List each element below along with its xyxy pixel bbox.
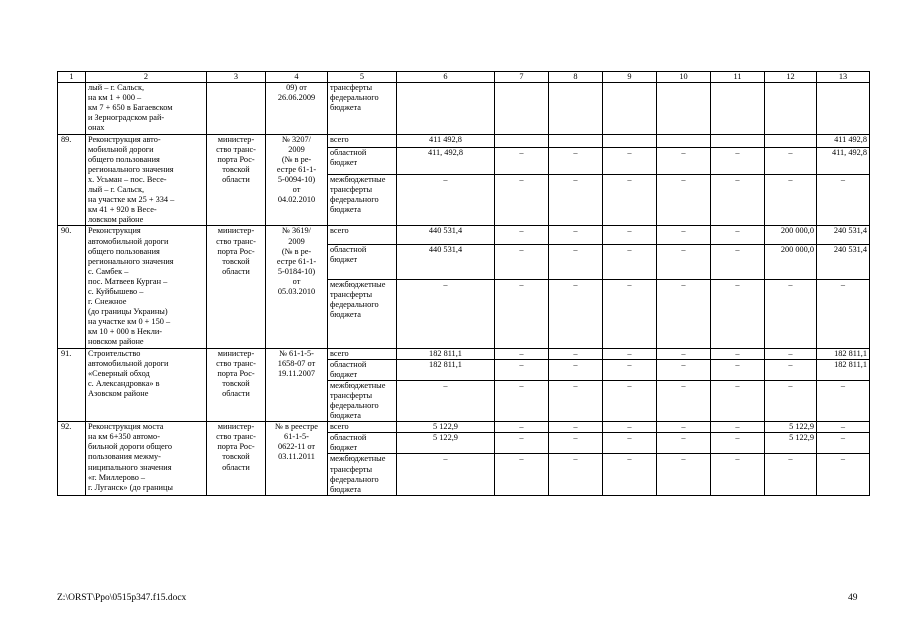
amount-cell: –: [817, 380, 870, 421]
amount-cell: –: [549, 380, 603, 421]
amount-cell: 411, 492,8: [817, 148, 870, 174]
amount-cell: –: [603, 454, 657, 495]
continuation-row: [58, 83, 870, 134]
amount-cell: –: [495, 244, 549, 279]
header-row: [58, 72, 870, 83]
amount-cell: [711, 134, 765, 148]
amount-cell: –: [711, 380, 765, 421]
funding-source: областной бюджет: [328, 433, 397, 454]
amount-cell: –: [603, 359, 657, 380]
column-number-header: 6: [397, 72, 495, 83]
funding-source: всего: [328, 226, 397, 244]
table-row: [58, 134, 870, 148]
amount-cell: –: [657, 279, 711, 348]
entry-number: 91.: [58, 348, 86, 422]
amount-cell: –: [657, 244, 711, 279]
amount-cell: –: [711, 433, 765, 454]
amount-cell: –: [495, 380, 549, 421]
ministry-name: министер- ство транс- порта Рос- товской области: [207, 422, 266, 496]
amount-cell: 411, 492,8: [397, 148, 495, 174]
amount-cell: –: [711, 148, 765, 174]
amount-cell: –: [603, 380, 657, 421]
amount-cell: –: [657, 433, 711, 454]
amount-cell: –: [711, 279, 765, 348]
entry-number: 90.: [58, 226, 86, 348]
funding-source: межбюджетные трансферты федерального бюджета: [328, 380, 397, 421]
amount-cell: –: [603, 433, 657, 454]
amount-cell: –: [603, 148, 657, 174]
column-number-header: 5: [328, 72, 397, 83]
amount-cell: –: [495, 148, 549, 174]
amount-cell: –: [765, 148, 817, 174]
empty-cell: [711, 83, 765, 134]
funding-source: областной бюджет: [328, 359, 397, 380]
amount-cell: 5 122,9: [397, 433, 495, 454]
column-number-header: 8: [549, 72, 603, 83]
column-number-header: 7: [495, 72, 549, 83]
amount-cell: –: [549, 454, 603, 495]
funding-source: межбюджетные трансферты федерального бюджета: [328, 454, 397, 495]
amount-cell: 182 811,1: [397, 348, 495, 359]
funding-source: областной бюджет: [328, 148, 397, 174]
amount-cell: 411 492,8: [397, 134, 495, 148]
amount-cell: 440 531,4: [397, 244, 495, 279]
amount-cell: 5 122,9: [765, 433, 817, 454]
column-number-header: 11: [711, 72, 765, 83]
empty-cell: [207, 83, 266, 134]
amount-cell: –: [603, 174, 657, 226]
amount-cell: –: [711, 226, 765, 244]
column-number-header: 2: [86, 72, 207, 83]
amount-cell: –: [495, 174, 549, 226]
amount-cell: –: [495, 226, 549, 244]
column-number-header: 12: [765, 72, 817, 83]
amount-cell: –: [397, 454, 495, 495]
budget-table: [57, 71, 870, 496]
amount-cell: –: [765, 454, 817, 495]
document-number: № в реестре 61-1-5- 0622-11 от 03.11.2011: [266, 422, 328, 496]
empty-cell: [657, 83, 711, 134]
funding-source: трансферты федерального бюджета: [328, 83, 397, 134]
amount-cell: –: [657, 359, 711, 380]
amount-cell: [765, 134, 817, 148]
amount-cell: –: [495, 279, 549, 348]
amount-cell: –: [549, 226, 603, 244]
empty-cell: [495, 83, 549, 134]
amount-cell: [495, 134, 549, 148]
amount-cell: –: [817, 422, 870, 433]
amount-cell: 182 811,1: [397, 359, 495, 380]
object-name: лый – г. Сальск, на км 1 + 000 – км 7 + 650 в Багаевском и Зерноградском рай- онах: [86, 83, 207, 134]
object-name: Строительство автомобильной дороги «Северный обход с. Александровка» в Азовском районе: [86, 348, 207, 422]
amount-cell: –: [397, 279, 495, 348]
funding-source: всего: [328, 134, 397, 148]
amount-cell: –: [657, 454, 711, 495]
amount-cell: –: [657, 348, 711, 359]
amount-cell: –: [817, 433, 870, 454]
empty-cell: [603, 83, 657, 134]
amount-cell: 240 531,4: [817, 226, 870, 244]
object-name: Реконструкция автомобильной дороги общего пользования регионального значения с. Самбек – пос. Матвеев Курган – с. Куйбышево – г. Снежное (до границы Украины) на участке км 0 + 150 – км 10 + 000 в Некли- новском районе: [86, 226, 207, 348]
entry-number: 89.: [58, 134, 86, 226]
amount-cell: –: [657, 226, 711, 244]
amount-cell: –: [397, 174, 495, 226]
column-number-header: 1: [58, 72, 86, 83]
amount-cell: [603, 134, 657, 148]
table-row: [58, 226, 870, 244]
amount-cell: –: [603, 244, 657, 279]
amount-cell: 240 531,4: [817, 244, 870, 279]
column-number-header: 9: [603, 72, 657, 83]
amount-cell: 411 492,8: [817, 134, 870, 148]
amount-cell: –: [765, 279, 817, 348]
footer-page-number: 49: [848, 593, 858, 603]
amount-cell: –: [495, 359, 549, 380]
funding-source: всего: [328, 422, 397, 433]
amount-cell: –: [765, 359, 817, 380]
amount-cell: –: [495, 348, 549, 359]
amount-cell: –: [549, 422, 603, 433]
ministry-name: министер- ство транс- порта Рос- товской области: [207, 134, 266, 226]
funding-source: межбюджетные трансферты федерального бюджета: [328, 174, 397, 226]
amount-cell: [549, 134, 603, 148]
amount-cell: 440 531,4: [397, 226, 495, 244]
amount-cell: –: [603, 279, 657, 348]
column-number-header: 4: [266, 72, 328, 83]
amount-cell: –: [711, 422, 765, 433]
object-name: Реконструкция моста на км 6+350 автомо- бильной дороги общего пользования межму- ниципального значения «г. Миллерово – г. Луганск» (до границы: [86, 422, 207, 496]
amount-cell: –: [657, 174, 711, 226]
amount-cell: [657, 134, 711, 148]
amount-cell: –: [817, 279, 870, 348]
amount-cell: –: [711, 454, 765, 495]
funding-source: межбюджетные трансферты федерального бюджета: [328, 279, 397, 348]
amount-cell: 182 811,1: [817, 359, 870, 380]
amount-cell: –: [657, 422, 711, 433]
empty-cell: [817, 83, 870, 134]
amount-cell: –: [549, 433, 603, 454]
column-number-header: 10: [657, 72, 711, 83]
document-number: № 3619/ 2009 (№ в ре- естре 61-1- 5-0184-10) от 05.03.2010: [266, 226, 328, 348]
amount-cell: –: [603, 422, 657, 433]
amount-cell: –: [817, 174, 870, 226]
amount-cell: –: [657, 380, 711, 421]
amount-cell: –: [711, 359, 765, 380]
amount-cell: –: [397, 380, 495, 421]
amount-cell: –: [603, 226, 657, 244]
document-number: 09) от 26.06.2009: [266, 83, 328, 134]
ministry-name: министер- ство транс- порта Рос- товской области: [207, 348, 266, 422]
entry-number: 92.: [58, 422, 86, 496]
amount-cell: –: [657, 148, 711, 174]
document-number: № 61-1-5- 1658-07 от 19.11.2007: [266, 348, 328, 422]
table-row: [58, 348, 870, 359]
amount-cell: –: [549, 148, 603, 174]
amount-cell: –: [765, 174, 817, 226]
ministry-name: министер- ство транс- порта Рос- товской области: [207, 226, 266, 348]
amount-cell: –: [549, 348, 603, 359]
empty-cell: [58, 83, 86, 134]
document-number: № 3207/ 2009 (№ в ре- естре 61-1- 5-0094-10) от 04.02.2010: [266, 134, 328, 226]
column-number-header: 13: [817, 72, 870, 83]
amount-cell: –: [549, 244, 603, 279]
amount-cell: 5 122,9: [765, 422, 817, 433]
amount-cell: –: [549, 359, 603, 380]
empty-cell: [397, 83, 495, 134]
footer-file-path: Z:\ORST\Ppo\0515p347.f15.docx: [57, 593, 187, 603]
amount-cell: –: [495, 433, 549, 454]
amount-cell: –: [495, 454, 549, 495]
object-name: Реконструкция авто- мобильной дороги общего пользования регионального значения х. Усьман – пос. Весе- лый – г. Сальск, на участке км 25 + 334 – км 41 + 920 в Весе- ловском районе: [86, 134, 207, 226]
amount-cell: 5 122,9: [397, 422, 495, 433]
amount-cell: –: [549, 279, 603, 348]
amount-cell: –: [495, 422, 549, 433]
amount-cell: –: [603, 348, 657, 359]
amount-cell: –: [549, 174, 603, 226]
amount-cell: –: [711, 348, 765, 359]
amount-cell: 200 000,0: [765, 244, 817, 279]
funding-source: областной бюджет: [328, 244, 397, 279]
amount-cell: –: [765, 348, 817, 359]
amount-cell: 200 000,0: [765, 226, 817, 244]
column-number-header: 3: [207, 72, 266, 83]
funding-source: всего: [328, 348, 397, 359]
amount-cell: –: [711, 174, 765, 226]
empty-cell: [765, 83, 817, 134]
amount-cell: 182 811,1: [817, 348, 870, 359]
amount-cell: –: [765, 380, 817, 421]
amount-cell: –: [817, 454, 870, 495]
empty-cell: [549, 83, 603, 134]
amount-cell: –: [711, 244, 765, 279]
table-row: [58, 422, 870, 433]
